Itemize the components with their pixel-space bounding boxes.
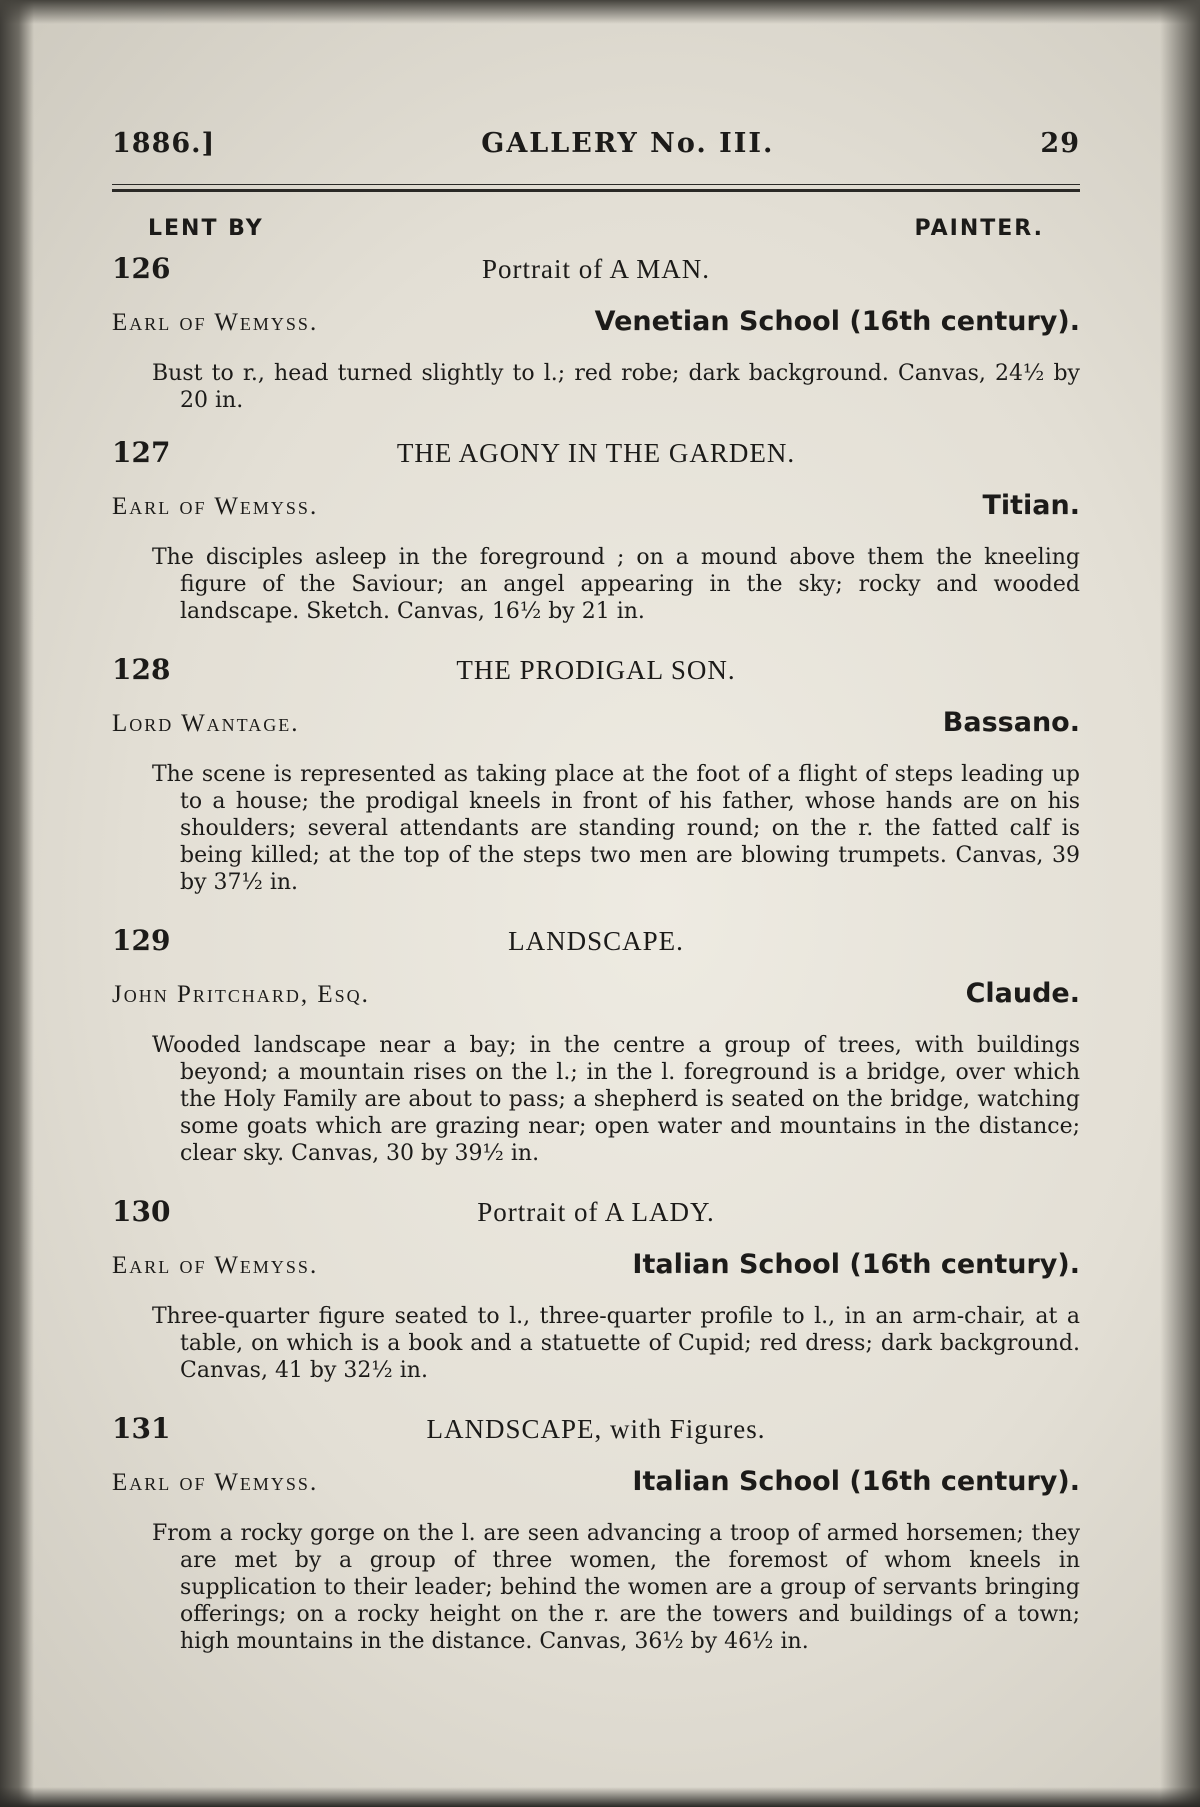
entry-title-row	[112, 924, 1080, 964]
entry-title: LANDSCAPE, with Figures.	[426, 1414, 766, 1444]
lender-row	[112, 306, 1080, 346]
entry-number: 131	[112, 1412, 171, 1445]
entry-number: 128	[112, 653, 171, 686]
catalogue-entry	[112, 1195, 1080, 1384]
entry-title: LANDSCAPE.	[508, 926, 684, 956]
entry-number: 126	[112, 252, 171, 285]
entry-painter: Bassano.	[942, 707, 1080, 738]
entry-painter: Italian School (16th century).	[632, 1249, 1080, 1280]
lender-row	[112, 1249, 1080, 1289]
entry-description: Bust to r., head turned slightly to l.; red robe; dark background. Canvas, 24½ by 20 in.	[152, 361, 1080, 413]
catalogue-entry	[112, 924, 1080, 1167]
entry-description: From a rocky gorge on the l. are seen advancing a troop of armed horsemen; they are met by a group of three women, the foremost of whom kneels in supplication to their leader; behind the women are a group of servants bringing offerings; on a rocky height on the r. are the towers and buildings of a town; high mountains in the distance. Canvas, 36½ by 46½ in.	[152, 1521, 1080, 1654]
entry-title: Portrait of A LADY.	[477, 1197, 715, 1227]
entry-lender: Earl of Wemyss.	[112, 493, 319, 520]
entry-painter: Italian School (16th century).	[632, 1466, 1080, 1497]
entry-title-row	[112, 653, 1080, 693]
lender-row	[112, 490, 1080, 530]
entry-title: THE PRODIGAL SON.	[456, 655, 736, 685]
running-head	[112, 128, 1080, 168]
page-shadow-top	[0, 0, 1200, 24]
header-rule-thick	[112, 189, 1080, 192]
entry-title-row	[112, 436, 1080, 476]
header-rule-thin	[112, 184, 1080, 185]
entry-number: 127	[112, 436, 171, 469]
entry-title-row	[112, 252, 1080, 292]
catalogue-entry	[112, 436, 1080, 625]
entry-description: Wooded landscape near a bay; in the centre a group of trees, with buildings beyond; a mountain rises on the l.; in the l. foreground is a bridge, over which the Holy Family are about to pass; a shepherd is seated on the bridge, watching some goats which are grazing near; open water and mountains in the distance; clear sky. Canvas, 30 by 39½ in.	[152, 1033, 1080, 1166]
entry-lender: Earl of Wemyss.	[112, 309, 319, 336]
column-head-painter: PAINTER.	[914, 216, 1044, 241]
entry-number: 129	[112, 924, 171, 957]
lender-row	[112, 978, 1080, 1018]
catalogue-entry	[112, 1412, 1080, 1655]
entry-title-row	[112, 1412, 1080, 1452]
page-shadow-left	[0, 0, 34, 1807]
page-shadow-bottom	[0, 1787, 1200, 1807]
catalogue-entry	[112, 653, 1080, 896]
header-year: 1886.]	[112, 128, 216, 159]
entry-title: Portrait of A MAN.	[481, 254, 710, 284]
entry-lender: Earl of Wemyss.	[112, 1469, 319, 1496]
column-heads	[112, 216, 1080, 246]
page-content	[112, 128, 1080, 1683]
entry-lender: Earl of Wemyss.	[112, 1252, 319, 1279]
entry-painter: Titian.	[982, 490, 1080, 521]
lender-row	[112, 707, 1080, 747]
column-head-lent-by: LENT BY	[148, 216, 264, 241]
entry-lender: Lord Wantage.	[112, 710, 300, 737]
page-shadow-right	[1160, 0, 1200, 1807]
catalogue-entry	[112, 252, 1080, 414]
entry-description: The disciples asleep in the foreground ; on a mound above them the kneeling figure of the Saviour; an angel appearing in the sky; rocky and wooded landscape. Sketch. Canvas, 16½ by 21 in.	[152, 545, 1080, 624]
entry-number: 130	[112, 1195, 171, 1228]
entry-description: Three-quarter figure seated to l., three-quarter profile to l., in an arm-chair, at a table, on which is a book and a statuette of Cupid; red dress; dark background. Canvas, 41 by 32½ in.	[152, 1304, 1080, 1383]
entry-painter: Venetian School (16th century).	[594, 306, 1080, 337]
entry-description: The scene is represented as taking place at the foot of a flight of steps leading up to a house; the prodigal kneels in front of his father, whose hands are on his shoulders; several attendants are standing round; on the r. the fatted calf is being killed; at the top of the steps two men are blowing trumpets. Canvas, 39 by 37½ in.	[152, 762, 1080, 895]
entry-lender: John Pritchard, Esq.	[112, 981, 370, 1008]
page-number: 29	[1040, 128, 1080, 159]
header-title: GALLERY No. III.	[481, 128, 775, 159]
entry-painter: Claude.	[965, 978, 1080, 1009]
entry-title: THE AGONY IN THE GARDEN.	[396, 438, 796, 468]
lender-row	[112, 1466, 1080, 1506]
entry-title-row	[112, 1195, 1080, 1235]
